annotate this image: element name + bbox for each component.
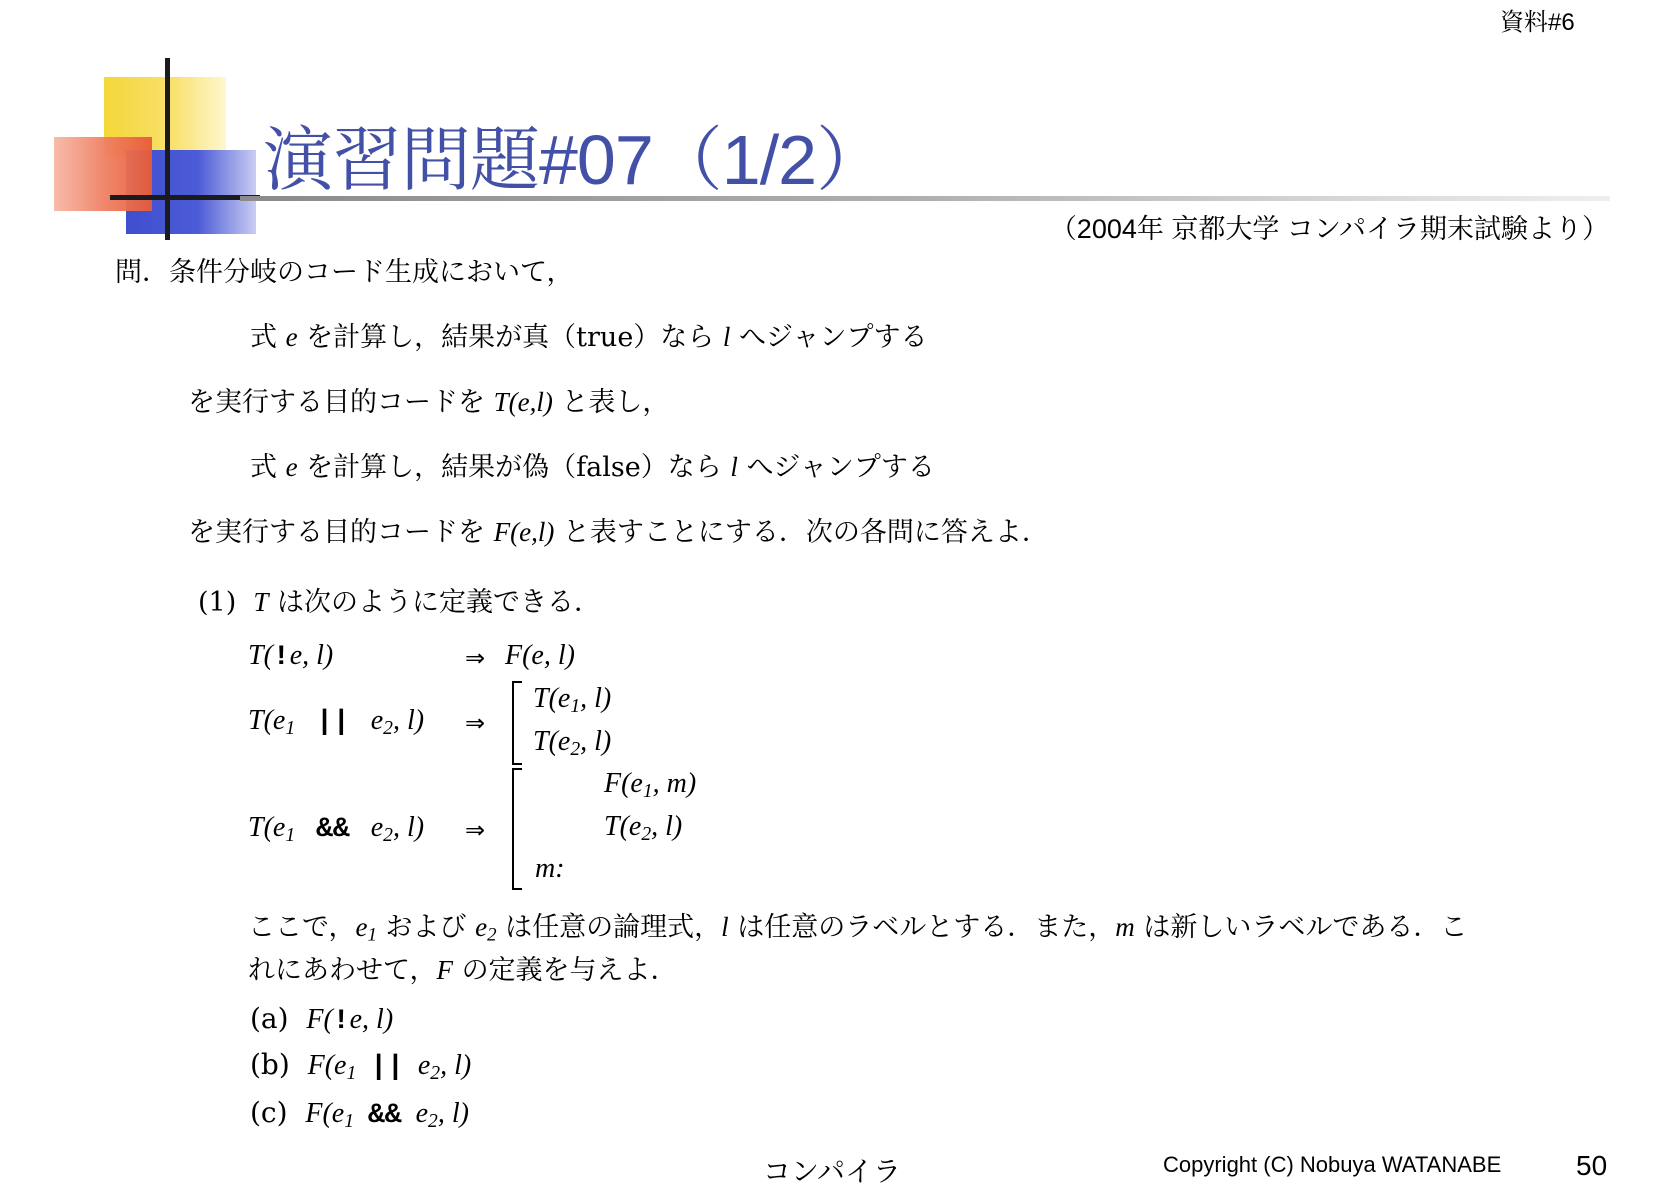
rule-and-line1: $F(e_1$, m)	[604, 768, 697, 802]
decor-horizontal-line	[110, 195, 260, 200]
rule-not-arrow: ⇒	[465, 644, 486, 672]
rule-or-lhs: $T(e_1$ || $e_2$, l)	[248, 705, 425, 739]
rule-or-line2: $T(e_2$, l)	[533, 726, 612, 760]
false-jump-description: 式 e を計算し，結果が偽（false）なら l へジャンプする	[250, 452, 935, 483]
question-b: (b) $F(e_1$ || $e_2$, l)	[250, 1048, 472, 1084]
t-definition-line: を実行する目的コードを T(e,l) と表し，	[188, 387, 670, 418]
footer-copyright: Copyright (C) Nobuya WATANABE	[1163, 1152, 1502, 1177]
rule-or-line1: $T(e_1$, l)	[533, 683, 612, 717]
rule-and-arrow: ⇒	[465, 816, 486, 844]
rule-and-lhs: $T(e_1$ && $e_2$, l)	[248, 812, 425, 846]
true-jump-description: 式 e を計算し，結果が真（true）なら l へジャンプする	[250, 322, 928, 353]
rule-or-bracket	[512, 681, 522, 765]
part1-note-line2: れにあわせて，F の定義を与えよ．	[248, 955, 678, 986]
question-c: (c) $F(e_1$ && $e_2$, l)	[250, 1096, 469, 1132]
rule-not-rhs: F(e, l)	[505, 640, 575, 671]
rule-not-lhs: T(!e, l)	[248, 640, 334, 673]
question-a: (a) F(!e, l)	[250, 1002, 394, 1037]
part1-note-line1: ここで，$e_1$ および $e_2$ は任意の論理式，l は任意のラベルとする．また，m は新しいラベルである．こ	[248, 912, 1468, 946]
decor-vertical-line	[165, 58, 170, 240]
rule-and-line2: $T(e_2$, l)	[604, 811, 683, 845]
rule-and-bracket	[512, 768, 522, 890]
source-note: （2004年 京都大学 コンパイラ期末試験より）	[1049, 214, 1609, 244]
footer-course: コンパイラ	[763, 1156, 902, 1187]
document-label: 資料#6	[1500, 9, 1575, 36]
problem-intro: 問．条件分岐のコード生成において，	[115, 257, 574, 288]
f-definition-line: を実行する目的コードを F(e,l) と表すことにする．次の各問に答えよ．	[188, 517, 1049, 548]
part1-heading: (1) T は次のように定義できる．	[198, 587, 602, 618]
slide-title: 演習問題#07（1/2）	[263, 121, 886, 199]
rule-and-label: m:	[535, 853, 565, 884]
rule-or-arrow: ⇒	[465, 709, 486, 737]
page-number: 50	[1576, 1150, 1608, 1181]
